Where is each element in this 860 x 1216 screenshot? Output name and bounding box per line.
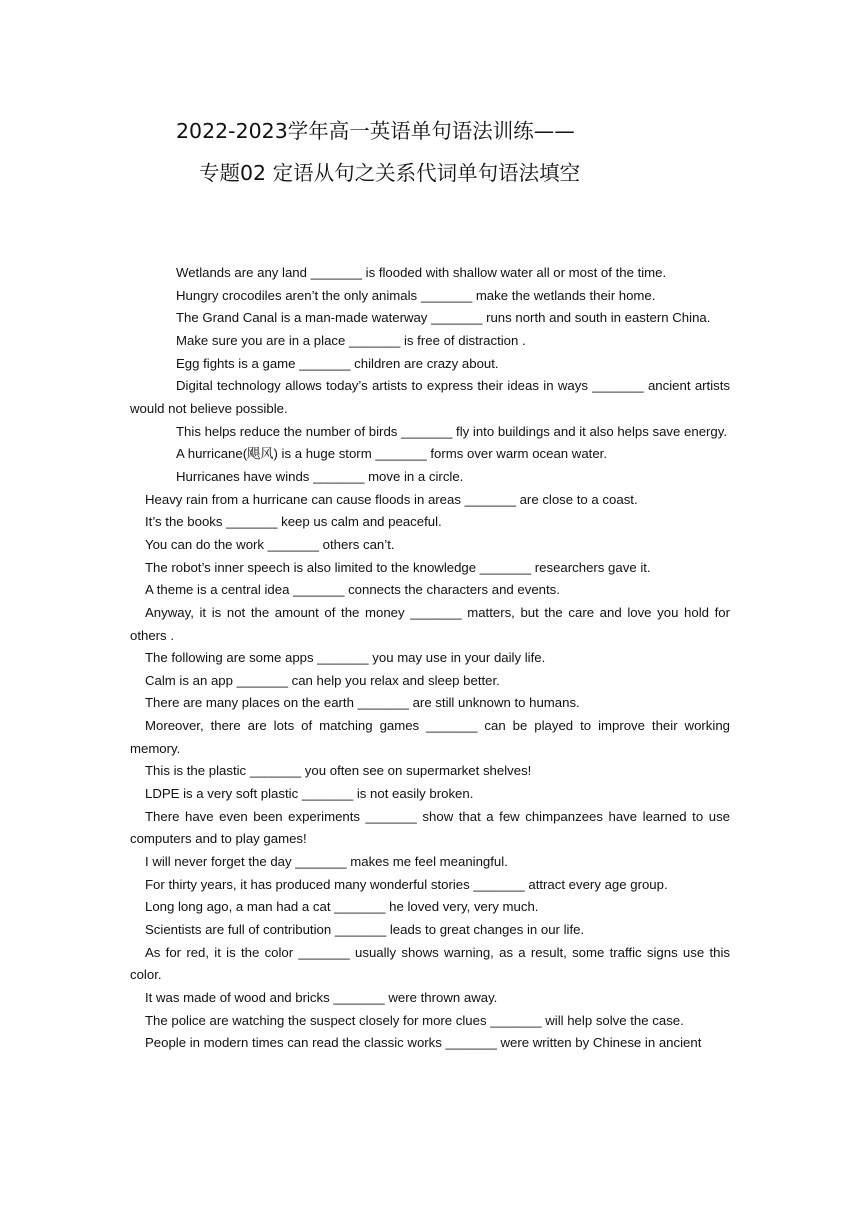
question-item: There are many places on the earth _______ are still unknown to humans. — [145, 695, 580, 711]
question-item: Scientists are full of contribution _______ leads to great changes in our life. — [145, 922, 585, 938]
question-item: Heavy rain from a hurricane can cause floods in areas _______ are close to a coast. — [145, 491, 638, 507]
question-item: Hurricanes have winds _______ move in a circle. — [176, 468, 464, 484]
question-item: Calm is an app _______ can help you relax and sleep better. — [145, 672, 500, 688]
question-item: I will never forget the day _______ makes me feel meaningful. — [145, 854, 508, 870]
question-item: Make sure you are in a place _______ is free of distraction . — [176, 332, 526, 348]
question-item: The following are some apps _______ you may use in your daily life. — [145, 650, 546, 666]
question-item: The police are watching the suspect closely for more clues _______ will help solve the case. — [145, 1012, 684, 1028]
title-line-1: 2022-2023学年高一英语单句语法训练—— — [176, 119, 575, 143]
question-item: As for red, it is the color _______ usually shows warning, as a result, some traffic signs use this color. — [130, 944, 730, 983]
question-item: This is the plastic _______ you often see on supermarket shelves! — [145, 763, 532, 779]
question-item: The Grand Canal is a man-made waterway _______ runs north and south in eastern China. — [176, 310, 711, 326]
question-item: Wetlands are any land _______ is flooded with shallow water all or most of the time. — [176, 265, 667, 280]
question-list — [130, 262, 730, 1055]
question-item: It’s the books _______ keep us calm and peaceful. — [145, 514, 442, 530]
title-line-2: 专题02 定语从句之关系代词单句语法填空 — [199, 161, 581, 185]
question-item: Digital technology allows today’s artists to express their ideas in ways _______ ancient artists would not believe possible. — [130, 378, 730, 416]
question-item: You can do the work _______ others can’t. — [145, 536, 395, 552]
question-item: The robot’s inner speech is also limited to the knowledge _______ researchers gave it. — [145, 559, 651, 575]
question-item: For thirty years, it has produced many wonderful stories _______ attract every age group. — [145, 876, 668, 892]
question-item: It was made of wood and bricks _______ were thrown away. — [145, 990, 498, 1005]
question-item: Hungry crocodiles aren’t the only animals _______ make the wetlands their home. — [176, 287, 656, 303]
question-item: Anyway, it is not the amount of the money _______ matters, but the care and love you hold for others . — [130, 604, 730, 643]
question-item: There have even been experiments _______ show that a few chimpanzees have learned to use computers and to play games! — [130, 808, 730, 847]
question-item: Moreover, there are lots of matching games _______ can be played to improve their working memory. — [130, 718, 730, 756]
question-item: LDPE is a very soft plastic _______ is not easily broken. — [145, 786, 474, 802]
question-item: Long long ago, a man had a cat _______ he loved very, very much. — [145, 899, 539, 915]
question-item: People in modern times can read the classic works _______ were written by Chinese in ancient — [145, 1035, 702, 1051]
question-item: This helps reduce the number of birds _______ fly into buildings and it also helps save energy. — [176, 423, 728, 439]
question-item: Egg fights is a game _______ children are crazy about. — [176, 355, 499, 371]
question-item: A hurricane(飓风) is a huge storm _______ forms over warm ocean water. — [176, 446, 607, 462]
question-item: A theme is a central idea _______ connects the characters and events. — [145, 582, 560, 598]
